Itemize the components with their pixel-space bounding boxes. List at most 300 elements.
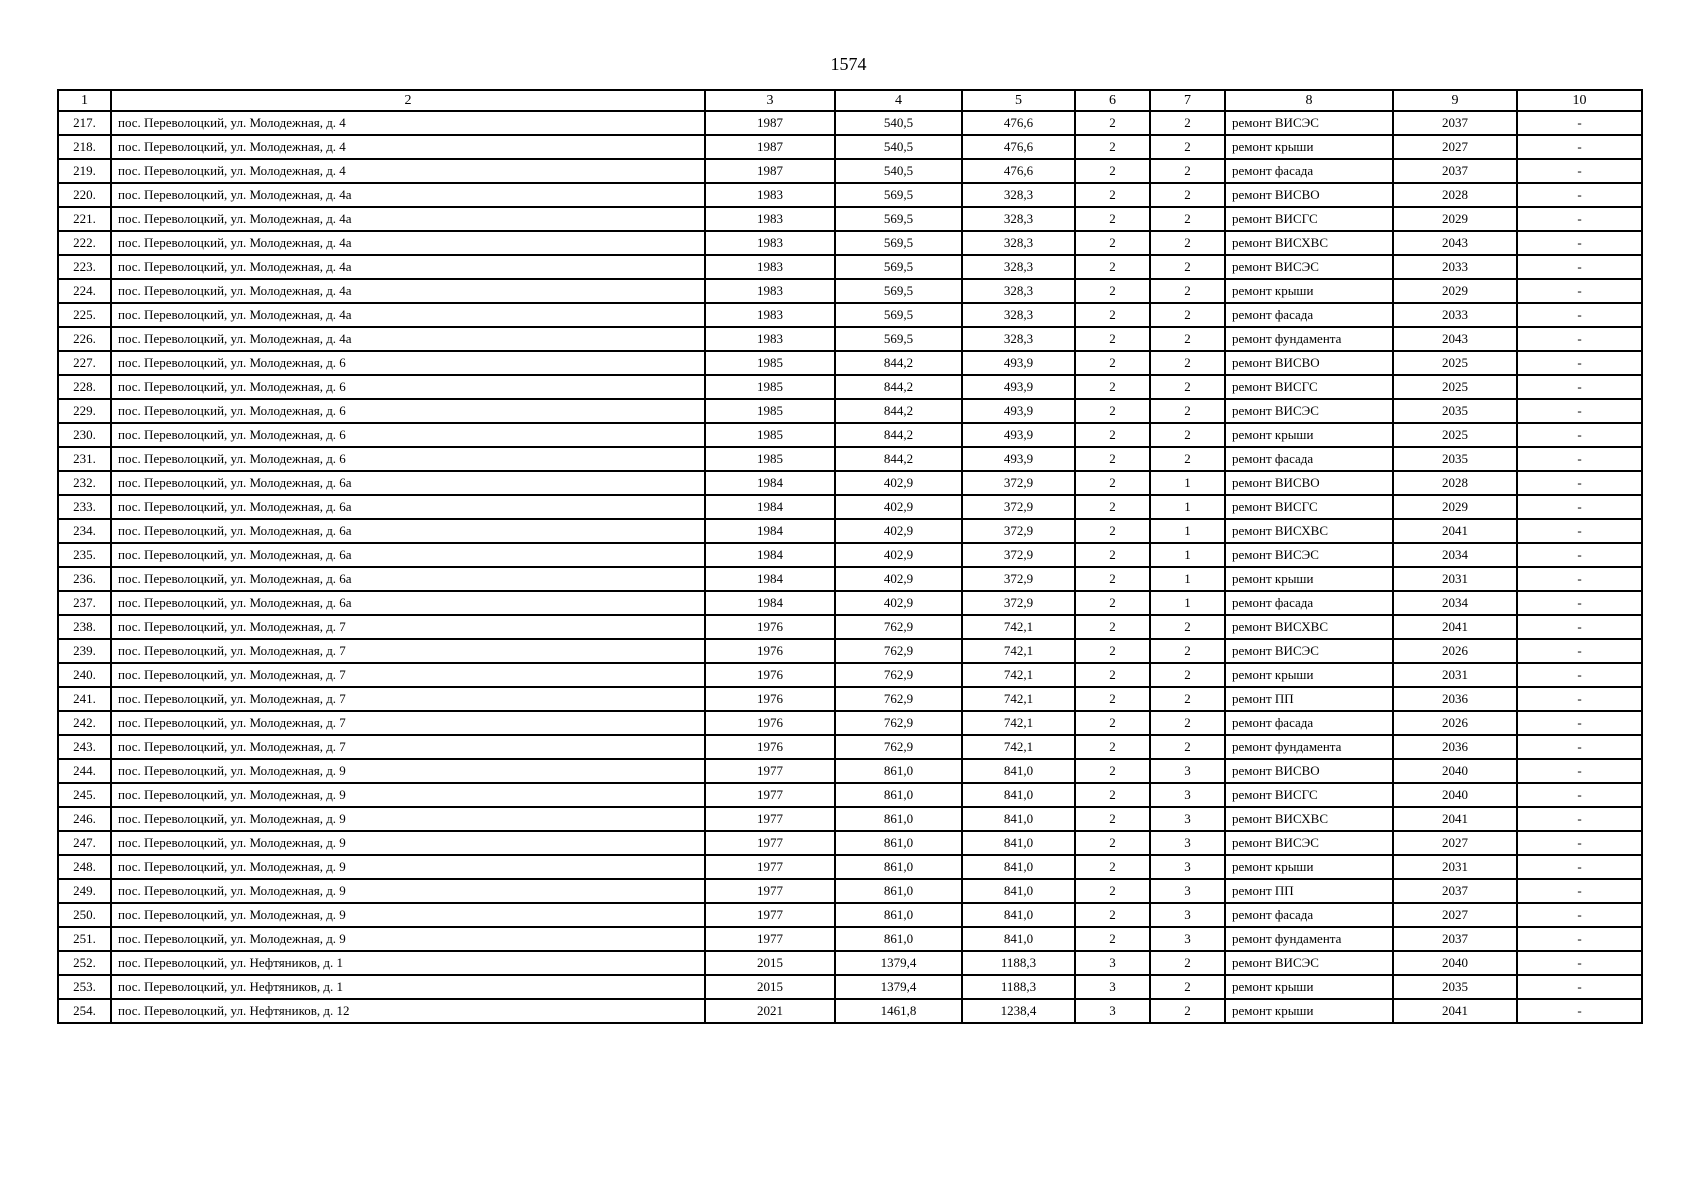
total-area-cell: 762,9	[835, 735, 962, 759]
row-number-cell: 248.	[58, 855, 111, 879]
col10-cell: -	[1517, 735, 1642, 759]
col10-cell: -	[1517, 783, 1642, 807]
build-year-cell: 1976	[705, 735, 835, 759]
living-area-cell: 1238,4	[962, 999, 1075, 1023]
living-area-cell: 841,0	[962, 759, 1075, 783]
col6-cell: 2	[1075, 207, 1150, 231]
row-number-cell: 233.	[58, 495, 111, 519]
col6-cell: 2	[1075, 735, 1150, 759]
col6-cell: 2	[1075, 927, 1150, 951]
work-type-cell: ремонт ПП	[1225, 879, 1393, 903]
build-year-cell: 1983	[705, 279, 835, 303]
table-row	[58, 399, 1642, 423]
table-row	[58, 855, 1642, 879]
col10-cell: -	[1517, 303, 1642, 327]
table-row	[58, 927, 1642, 951]
col10-cell: -	[1517, 207, 1642, 231]
col6-cell: 3	[1075, 951, 1150, 975]
living-area-cell: 493,9	[962, 375, 1075, 399]
build-year-cell: 1985	[705, 351, 835, 375]
col10-cell: -	[1517, 375, 1642, 399]
work-type-cell: ремонт ВИСЭС	[1225, 111, 1393, 135]
row-number-cell: 230.	[58, 423, 111, 447]
row-number-cell: 249.	[58, 879, 111, 903]
total-area-cell: 402,9	[835, 471, 962, 495]
total-area-cell: 1461,8	[835, 999, 962, 1023]
work-type-cell: ремонт крыши	[1225, 279, 1393, 303]
work-type-cell: ремонт фасада	[1225, 711, 1393, 735]
total-area-cell: 762,9	[835, 615, 962, 639]
living-area-cell: 841,0	[962, 879, 1075, 903]
col7-cell: 3	[1150, 759, 1225, 783]
column-header: 8	[1225, 90, 1393, 111]
row-number-cell: 232.	[58, 471, 111, 495]
col10-cell: -	[1517, 255, 1642, 279]
plan-year-cell: 2040	[1393, 783, 1517, 807]
total-area-cell: 569,5	[835, 207, 962, 231]
col6-cell: 2	[1075, 231, 1150, 255]
plan-year-cell: 2035	[1393, 399, 1517, 423]
col6-cell: 2	[1075, 375, 1150, 399]
table-row	[58, 663, 1642, 687]
row-number-cell: 219.	[58, 159, 111, 183]
total-area-cell: 762,9	[835, 711, 962, 735]
col10-cell: -	[1517, 447, 1642, 471]
col7-cell: 2	[1150, 111, 1225, 135]
col7-cell: 2	[1150, 975, 1225, 999]
plan-year-cell: 2033	[1393, 255, 1517, 279]
build-year-cell: 1976	[705, 663, 835, 687]
row-number-cell: 250.	[58, 903, 111, 927]
col6-cell: 2	[1075, 495, 1150, 519]
address-cell: пос. Переволоцкий, ул. Молодежная, д. 7	[111, 687, 705, 711]
total-area-cell: 1379,4	[835, 951, 962, 975]
col6-cell: 2	[1075, 183, 1150, 207]
column-header: 2	[111, 90, 705, 111]
col6-cell: 2	[1075, 831, 1150, 855]
plan-year-cell: 2028	[1393, 183, 1517, 207]
address-cell: пос. Переволоцкий, ул. Молодежная, д. 6а	[111, 495, 705, 519]
col10-cell: -	[1517, 855, 1642, 879]
address-cell: пос. Переволоцкий, ул. Молодежная, д. 9	[111, 903, 705, 927]
address-cell: пос. Переволоцкий, ул. Молодежная, д. 4а	[111, 327, 705, 351]
address-cell: пос. Переволоцкий, ул. Молодежная, д. 6а	[111, 519, 705, 543]
total-area-cell: 1379,4	[835, 975, 962, 999]
table-row	[58, 783, 1642, 807]
table-row	[58, 207, 1642, 231]
row-number-cell: 236.	[58, 567, 111, 591]
row-number-cell: 224.	[58, 279, 111, 303]
build-year-cell: 1977	[705, 759, 835, 783]
total-area-cell: 861,0	[835, 879, 962, 903]
col6-cell: 2	[1075, 327, 1150, 351]
col7-cell: 2	[1150, 711, 1225, 735]
row-number-cell: 221.	[58, 207, 111, 231]
plan-year-cell: 2034	[1393, 543, 1517, 567]
total-area-cell: 402,9	[835, 519, 962, 543]
build-year-cell: 1984	[705, 471, 835, 495]
build-year-cell: 1985	[705, 447, 835, 471]
address-cell: пос. Переволоцкий, ул. Молодежная, д. 7	[111, 615, 705, 639]
address-cell: пос. Переволоцкий, ул. Молодежная, д. 6а	[111, 471, 705, 495]
address-cell: пос. Переволоцкий, ул. Молодежная, д. 4а	[111, 279, 705, 303]
col6-cell: 2	[1075, 279, 1150, 303]
build-year-cell: 2021	[705, 999, 835, 1023]
table-row	[58, 111, 1642, 135]
build-year-cell: 1977	[705, 783, 835, 807]
total-area-cell: 861,0	[835, 759, 962, 783]
col6-cell: 2	[1075, 759, 1150, 783]
plan-year-cell: 2034	[1393, 591, 1517, 615]
table-row	[58, 879, 1642, 903]
col6-cell: 2	[1075, 351, 1150, 375]
table-row	[58, 495, 1642, 519]
living-area-cell: 372,9	[962, 591, 1075, 615]
address-cell: пос. Переволоцкий, ул. Молодежная, д. 9	[111, 855, 705, 879]
col6-cell: 2	[1075, 567, 1150, 591]
build-year-cell: 1987	[705, 111, 835, 135]
col7-cell: 1	[1150, 519, 1225, 543]
address-cell: пос. Переволоцкий, ул. Молодежная, д. 9	[111, 759, 705, 783]
work-type-cell: ремонт ВИСВО	[1225, 759, 1393, 783]
work-type-cell: ремонт ВИСЭС	[1225, 399, 1393, 423]
build-year-cell: 2015	[705, 975, 835, 999]
work-type-cell: ремонт ВИСХВС	[1225, 519, 1393, 543]
build-year-cell: 1976	[705, 687, 835, 711]
living-area-cell: 476,6	[962, 135, 1075, 159]
address-cell: пос. Переволоцкий, ул. Молодежная, д. 6	[111, 375, 705, 399]
col7-cell: 3	[1150, 783, 1225, 807]
row-number-cell: 247.	[58, 831, 111, 855]
address-cell: пос. Переволоцкий, ул. Молодежная, д. 6	[111, 351, 705, 375]
address-cell: пос. Переволоцкий, ул. Молодежная, д. 4а	[111, 183, 705, 207]
col7-cell: 2	[1150, 279, 1225, 303]
plan-year-cell: 2040	[1393, 759, 1517, 783]
plan-year-cell: 2041	[1393, 615, 1517, 639]
build-year-cell: 1985	[705, 399, 835, 423]
col7-cell: 3	[1150, 879, 1225, 903]
living-area-cell: 328,3	[962, 255, 1075, 279]
total-area-cell: 402,9	[835, 495, 962, 519]
address-cell: пос. Переволоцкий, ул. Молодежная, д. 9	[111, 879, 705, 903]
col7-cell: 2	[1150, 663, 1225, 687]
col10-cell: -	[1517, 879, 1642, 903]
work-type-cell: ремонт ВИСХВС	[1225, 615, 1393, 639]
living-area-cell: 493,9	[962, 447, 1075, 471]
col10-cell: -	[1517, 135, 1642, 159]
table-row	[58, 375, 1642, 399]
plan-year-cell: 2041	[1393, 519, 1517, 543]
plan-year-cell: 2031	[1393, 663, 1517, 687]
row-number-cell: 222.	[58, 231, 111, 255]
col7-cell: 2	[1150, 615, 1225, 639]
address-cell: пос. Переволоцкий, ул. Молодежная, д. 9	[111, 927, 705, 951]
plan-year-cell: 2025	[1393, 351, 1517, 375]
col7-cell: 2	[1150, 159, 1225, 183]
row-number-cell: 220.	[58, 183, 111, 207]
col7-cell: 3	[1150, 807, 1225, 831]
table-row	[58, 807, 1642, 831]
plan-year-cell: 2027	[1393, 135, 1517, 159]
build-year-cell: 1976	[705, 711, 835, 735]
living-area-cell: 841,0	[962, 831, 1075, 855]
col6-cell: 2	[1075, 471, 1150, 495]
col10-cell: -	[1517, 543, 1642, 567]
col7-cell: 2	[1150, 255, 1225, 279]
living-area-cell: 328,3	[962, 207, 1075, 231]
row-number-cell: 225.	[58, 303, 111, 327]
table-row	[58, 231, 1642, 255]
row-number-cell: 238.	[58, 615, 111, 639]
work-type-cell: ремонт ВИСЭС	[1225, 543, 1393, 567]
row-number-cell: 234.	[58, 519, 111, 543]
work-type-cell: ремонт ВИСЭС	[1225, 639, 1393, 663]
col7-cell: 3	[1150, 831, 1225, 855]
plan-year-cell: 2027	[1393, 903, 1517, 927]
table-row	[58, 471, 1642, 495]
work-type-cell: ремонт ВИСГС	[1225, 375, 1393, 399]
plan-year-cell: 2027	[1393, 831, 1517, 855]
living-area-cell: 841,0	[962, 927, 1075, 951]
col10-cell: -	[1517, 399, 1642, 423]
col7-cell: 2	[1150, 687, 1225, 711]
living-area-cell: 841,0	[962, 807, 1075, 831]
col6-cell: 2	[1075, 855, 1150, 879]
address-cell: пос. Переволоцкий, ул. Молодежная, д. 6	[111, 447, 705, 471]
build-year-cell: 1984	[705, 567, 835, 591]
plan-year-cell: 2037	[1393, 111, 1517, 135]
col10-cell: -	[1517, 951, 1642, 975]
total-area-cell: 861,0	[835, 927, 962, 951]
work-type-cell: ремонт ВИСГС	[1225, 783, 1393, 807]
col7-cell: 2	[1150, 303, 1225, 327]
col10-cell: -	[1517, 927, 1642, 951]
total-area-cell: 569,5	[835, 279, 962, 303]
col6-cell: 2	[1075, 447, 1150, 471]
row-number-cell: 235.	[58, 543, 111, 567]
table-row	[58, 975, 1642, 999]
build-year-cell: 1984	[705, 591, 835, 615]
col10-cell: -	[1517, 111, 1642, 135]
living-area-cell: 1188,3	[962, 975, 1075, 999]
column-header: 1	[58, 90, 111, 111]
build-year-cell: 1983	[705, 207, 835, 231]
col10-cell: -	[1517, 999, 1642, 1023]
column-header: 3	[705, 90, 835, 111]
table-row	[58, 447, 1642, 471]
address-cell: пос. Переволоцкий, ул. Молодежная, д. 6а	[111, 591, 705, 615]
col7-cell: 2	[1150, 207, 1225, 231]
col7-cell: 2	[1150, 423, 1225, 447]
col10-cell: -	[1517, 639, 1642, 663]
row-number-cell: 223.	[58, 255, 111, 279]
total-area-cell: 569,5	[835, 255, 962, 279]
column-header: 7	[1150, 90, 1225, 111]
total-area-cell: 762,9	[835, 663, 962, 687]
address-cell: пос. Переволоцкий, ул. Молодежная, д. 4	[111, 135, 705, 159]
living-area-cell: 841,0	[962, 855, 1075, 879]
work-type-cell: ремонт крыши	[1225, 135, 1393, 159]
plan-year-cell: 2029	[1393, 279, 1517, 303]
total-area-cell: 762,9	[835, 687, 962, 711]
build-year-cell: 1976	[705, 615, 835, 639]
col6-cell: 2	[1075, 807, 1150, 831]
work-type-cell: ремонт крыши	[1225, 567, 1393, 591]
col6-cell: 2	[1075, 423, 1150, 447]
col10-cell: -	[1517, 231, 1642, 255]
total-area-cell: 762,9	[835, 639, 962, 663]
total-area-cell: 569,5	[835, 303, 962, 327]
table-row	[58, 591, 1642, 615]
address-cell: пос. Переволоцкий, ул. Молодежная, д. 4а	[111, 231, 705, 255]
col10-cell: -	[1517, 279, 1642, 303]
col6-cell: 2	[1075, 687, 1150, 711]
col7-cell: 2	[1150, 639, 1225, 663]
col10-cell: -	[1517, 519, 1642, 543]
address-cell: пос. Переволоцкий, ул. Молодежная, д. 6	[111, 423, 705, 447]
row-number-cell: 242.	[58, 711, 111, 735]
living-area-cell: 372,9	[962, 519, 1075, 543]
address-cell: пос. Переволоцкий, ул. Молодежная, д. 6	[111, 399, 705, 423]
total-area-cell: 540,5	[835, 135, 962, 159]
col6-cell: 2	[1075, 543, 1150, 567]
address-cell: пос. Переволоцкий, ул. Молодежная, д. 7	[111, 639, 705, 663]
build-year-cell: 1977	[705, 879, 835, 903]
total-area-cell: 861,0	[835, 807, 962, 831]
col10-cell: -	[1517, 471, 1642, 495]
col6-cell: 2	[1075, 615, 1150, 639]
row-number-cell: 253.	[58, 975, 111, 999]
plan-year-cell: 2026	[1393, 639, 1517, 663]
work-type-cell: ремонт ВИСГС	[1225, 495, 1393, 519]
build-year-cell: 1977	[705, 807, 835, 831]
col7-cell: 1	[1150, 543, 1225, 567]
row-number-cell: 245.	[58, 783, 111, 807]
address-cell: пос. Переволоцкий, ул. Нефтяников, д. 12	[111, 999, 705, 1023]
address-cell: пос. Переволоцкий, ул. Молодежная, д. 7	[111, 663, 705, 687]
col7-cell: 2	[1150, 735, 1225, 759]
row-number-cell: 226.	[58, 327, 111, 351]
table-row	[58, 759, 1642, 783]
address-cell: пос. Переволоцкий, ул. Молодежная, д. 4а	[111, 207, 705, 231]
row-number-cell: 254.	[58, 999, 111, 1023]
work-type-cell: ремонт ВИСВО	[1225, 183, 1393, 207]
col7-cell: 2	[1150, 447, 1225, 471]
table-row	[58, 327, 1642, 351]
address-cell: пос. Переволоцкий, ул. Молодежная, д. 7	[111, 735, 705, 759]
work-type-cell: ремонт фасада	[1225, 303, 1393, 327]
work-type-cell: ремонт ПП	[1225, 687, 1393, 711]
col7-cell: 2	[1150, 327, 1225, 351]
col7-cell: 3	[1150, 855, 1225, 879]
col10-cell: -	[1517, 807, 1642, 831]
work-type-cell: ремонт ВИСЭС	[1225, 255, 1393, 279]
build-year-cell: 1983	[705, 303, 835, 327]
col6-cell: 3	[1075, 999, 1150, 1023]
row-number-cell: 228.	[58, 375, 111, 399]
plan-year-cell: 2029	[1393, 207, 1517, 231]
column-header: 5	[962, 90, 1075, 111]
build-year-cell: 1984	[705, 495, 835, 519]
work-type-cell: ремонт крыши	[1225, 663, 1393, 687]
row-number-cell: 252.	[58, 951, 111, 975]
col10-cell: -	[1517, 159, 1642, 183]
col10-cell: -	[1517, 903, 1642, 927]
table-row	[58, 639, 1642, 663]
work-type-cell: ремонт ВИСВО	[1225, 351, 1393, 375]
living-area-cell: 476,6	[962, 159, 1075, 183]
table-row	[58, 951, 1642, 975]
plan-year-cell: 2036	[1393, 687, 1517, 711]
work-type-cell: ремонт ВИСХВС	[1225, 231, 1393, 255]
work-type-cell: ремонт ВИСВО	[1225, 471, 1393, 495]
col6-cell: 2	[1075, 159, 1150, 183]
build-year-cell: 1977	[705, 903, 835, 927]
table-row	[58, 519, 1642, 543]
plan-year-cell: 2036	[1393, 735, 1517, 759]
plan-year-cell: 2033	[1393, 303, 1517, 327]
plan-year-cell: 2031	[1393, 567, 1517, 591]
plan-year-cell: 2040	[1393, 951, 1517, 975]
living-area-cell: 328,3	[962, 231, 1075, 255]
plan-year-cell: 2043	[1393, 231, 1517, 255]
living-area-cell: 372,9	[962, 495, 1075, 519]
col10-cell: -	[1517, 687, 1642, 711]
col6-cell: 2	[1075, 519, 1150, 543]
plan-year-cell: 2035	[1393, 447, 1517, 471]
living-area-cell: 328,3	[962, 303, 1075, 327]
col7-cell: 1	[1150, 495, 1225, 519]
plan-year-cell: 2031	[1393, 855, 1517, 879]
build-year-cell: 1977	[705, 855, 835, 879]
address-cell: пос. Переволоцкий, ул. Молодежная, д. 9	[111, 831, 705, 855]
plan-year-cell: 2037	[1393, 879, 1517, 903]
table-row	[58, 255, 1642, 279]
col6-cell: 2	[1075, 903, 1150, 927]
table-row	[58, 423, 1642, 447]
table-row	[58, 543, 1642, 567]
row-number-cell: 251.	[58, 927, 111, 951]
total-area-cell: 402,9	[835, 567, 962, 591]
plan-year-cell: 2025	[1393, 423, 1517, 447]
build-year-cell: 1977	[705, 927, 835, 951]
col7-cell: 2	[1150, 951, 1225, 975]
living-area-cell: 328,3	[962, 279, 1075, 303]
col7-cell: 1	[1150, 591, 1225, 615]
address-cell: пос. Переволоцкий, ул. Молодежная, д. 4	[111, 111, 705, 135]
row-number-cell: 246.	[58, 807, 111, 831]
table-row	[58, 303, 1642, 327]
plan-year-cell: 2037	[1393, 927, 1517, 951]
column-header: 6	[1075, 90, 1150, 111]
col6-cell: 2	[1075, 111, 1150, 135]
work-type-cell: ремонт фундамента	[1225, 927, 1393, 951]
work-type-cell: ремонт крыши	[1225, 423, 1393, 447]
living-area-cell: 841,0	[962, 783, 1075, 807]
col10-cell: -	[1517, 615, 1642, 639]
work-type-cell: ремонт фасада	[1225, 591, 1393, 615]
row-number-cell: 244.	[58, 759, 111, 783]
row-number-cell: 243.	[58, 735, 111, 759]
work-type-cell: ремонт ВИСЭС	[1225, 831, 1393, 855]
table-row	[58, 687, 1642, 711]
total-area-cell: 861,0	[835, 903, 962, 927]
plan-year-cell: 2037	[1393, 159, 1517, 183]
total-area-cell: 402,9	[835, 543, 962, 567]
table-row	[58, 903, 1642, 927]
total-area-cell: 402,9	[835, 591, 962, 615]
work-type-cell: ремонт фасада	[1225, 159, 1393, 183]
